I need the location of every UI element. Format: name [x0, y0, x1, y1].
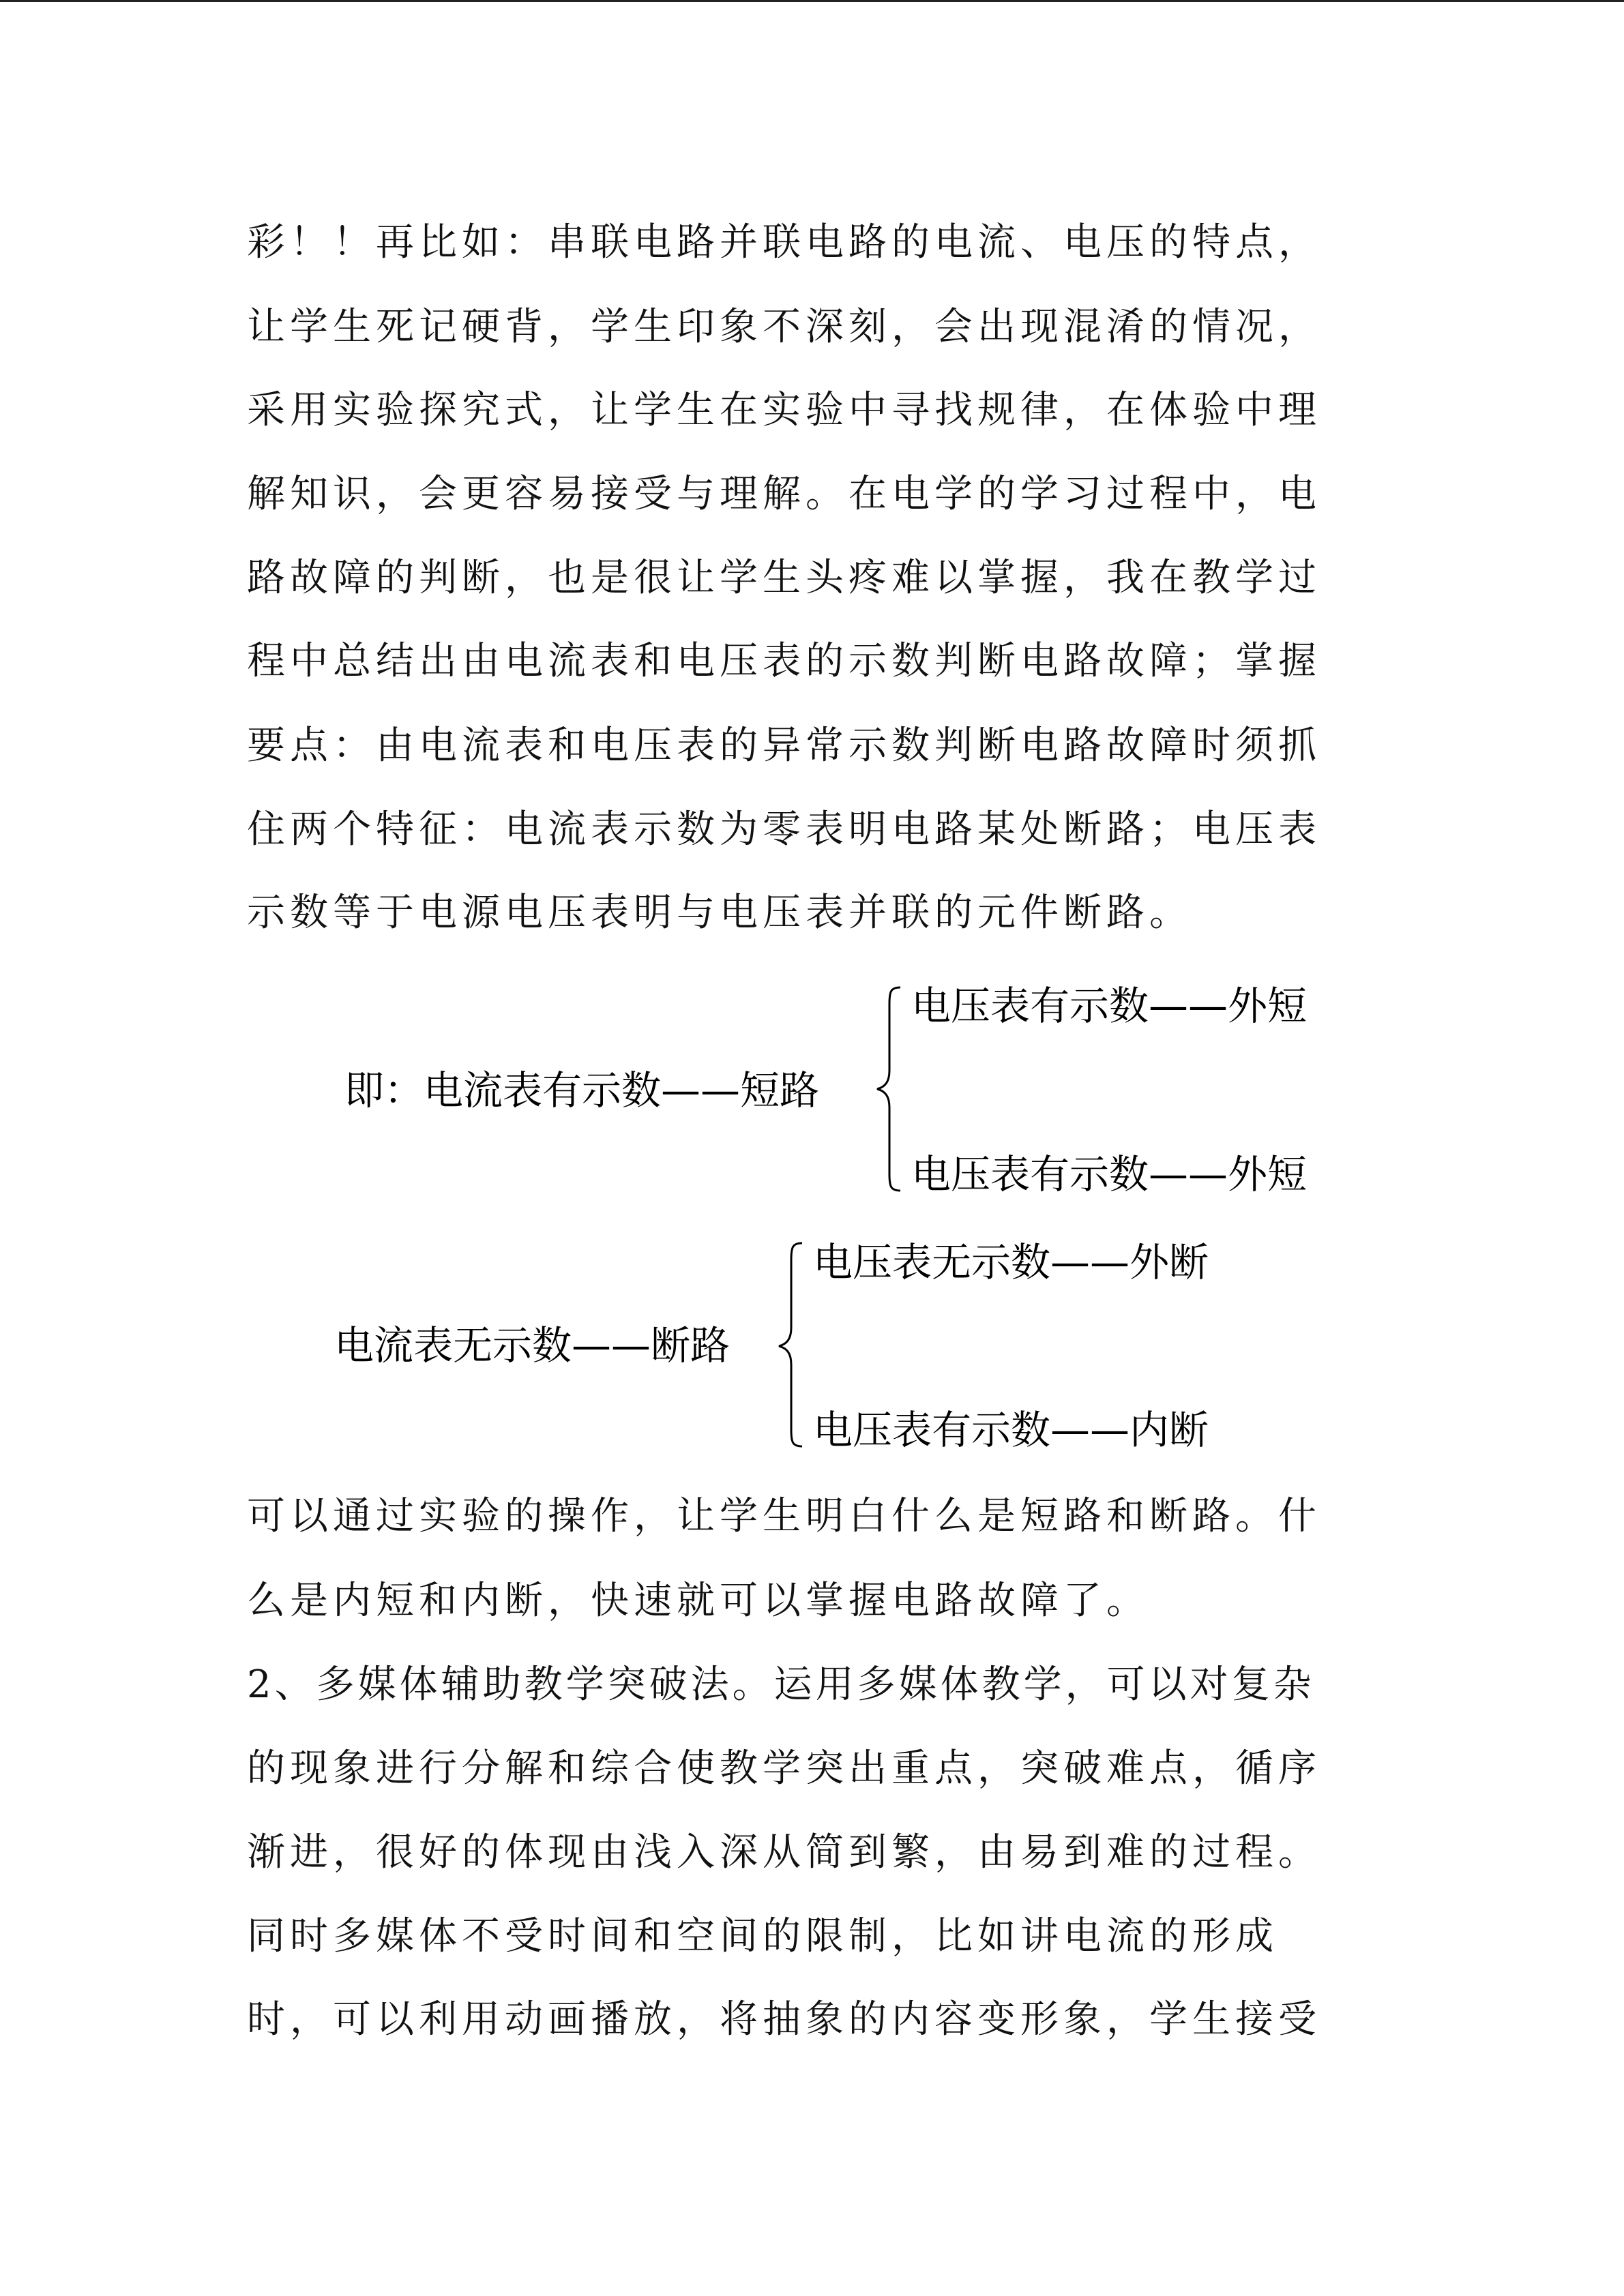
text-line: 彩！！再比如：串联电路并联电路的电流、电压的特点，	[247, 220, 1321, 265]
text-line: 住两个特征：电流表示数为零表明电路某处断路；电压表	[247, 807, 1321, 852]
text-line: 的现象进行分解和综合使教学突出重点，突破难点，循序	[247, 1746, 1321, 1791]
text-line: 解知识，会更容易接受与理解。在电学的学习过程中，电	[247, 472, 1321, 516]
text-line: 时，可以利用动画播放，将抽象的内容变形象，学生接受	[247, 1997, 1321, 2042]
short-circuit-branch-bottom: 电压表有示数——外短	[911, 1151, 1308, 1197]
text-line: 程中总结出由电流表和电压表的示数判断电路故障；掌握	[247, 639, 1321, 683]
open-circuit-root: 电流表无示数——断路	[334, 1322, 730, 1369]
text-line: 同时多媒体不受时间和空间的限制，比如讲电流的形成	[247, 1914, 1278, 1958]
open-circuit-brace	[775, 1238, 816, 1449]
text-line: 渐进，很好的体现由浅入深从简到繁，由易到难的过程。	[247, 1830, 1321, 1875]
text-line: 要点：由电流表和电压表的异常示数判断电路故障时须抓	[247, 724, 1321, 768]
short-circuit-root: 即：电流表有示数——短路	[344, 1067, 820, 1114]
text-line: 采用实验探究式，让学生在实验中寻找规律，在体验中理	[247, 388, 1321, 432]
text-line: 可以通过实验的操作，让学生明白什么是短路和断路。什	[247, 1494, 1321, 1538]
open-circuit-branch-top: 电压表无示数——外断	[813, 1239, 1209, 1285]
short-circuit-brace	[873, 982, 914, 1193]
text-line: 么是内短和内断，快速就可以掌握电路故障了。	[247, 1579, 1149, 1623]
short-circuit-branch-top: 电压表有示数——外短	[911, 983, 1308, 1029]
open-circuit-branch-bottom: 电压表有示数——内断	[813, 1407, 1209, 1453]
text-line: 路故障的判断，也是很让学生头疼难以掌握，我在教学过	[247, 556, 1321, 600]
text-line: 2、多媒体辅助教学突破法。运用多媒体教学，可以对复杂	[247, 1663, 1315, 1707]
text-line: 示数等于电源电压表明与电压表并联的元件断路。	[247, 891, 1192, 935]
text-line: 让学生死记硬背，学生印象不深刻，会出现混淆的情况，	[247, 305, 1321, 349]
